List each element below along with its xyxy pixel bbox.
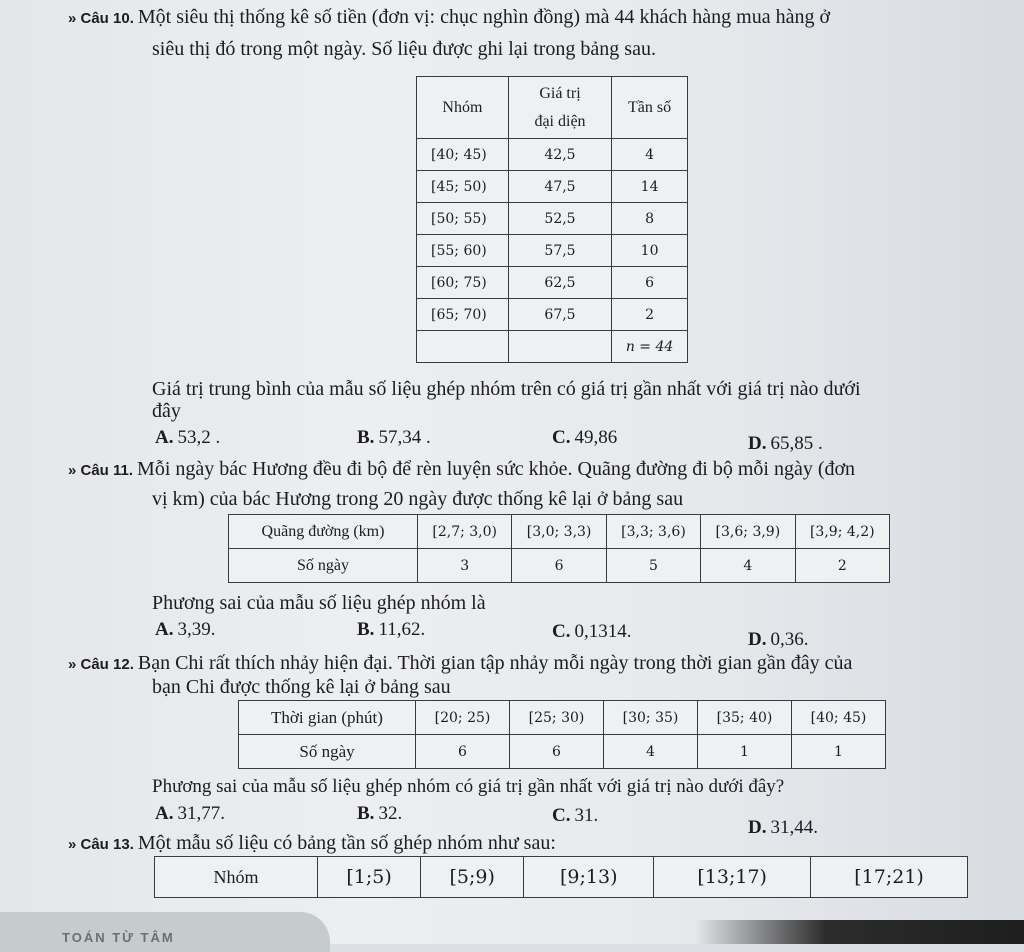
page-footer-banner [0, 912, 330, 952]
q10-header-group: Nhóm [417, 77, 509, 139]
q10-value-cell: 52,5 [508, 203, 611, 235]
q10-frequency-cell: 8 [612, 203, 688, 235]
table-row [239, 735, 886, 769]
q10-header-value-line2: đại diện [534, 112, 586, 130]
q13-frequency-table [154, 856, 968, 898]
question-11-ask: Phương sai của mẫu số liệu ghép nhóm là [152, 592, 486, 614]
q10-frequency-cell: 10 [612, 235, 688, 267]
question-10-heading [68, 4, 830, 32]
option-value: 31. [574, 805, 599, 826]
table-row [417, 267, 688, 299]
q10-option-c[interactable] [552, 426, 617, 450]
question-12-ask: Phương sai của mẫu số liệu ghép nhóm có giá trị gần nhất với giá trị nào dưới đây? [152, 776, 785, 797]
q10-frequency-cell: 2 [612, 299, 688, 331]
option-key: B. [357, 619, 375, 640]
q10-total-empty-cell [508, 331, 611, 363]
q10-frequency-cell: 14 [612, 171, 688, 203]
option-key: D. [748, 629, 767, 650]
q12-count-cell: 1 [792, 735, 886, 769]
option-value: 3,39. [177, 619, 216, 640]
q11-count-cell: 4 [701, 549, 795, 583]
q12-group-cell: [20; 25) [416, 701, 510, 735]
q13-group-cell: [9;13) [524, 857, 654, 898]
q10-group-cell: [40; 45) [417, 139, 509, 171]
table-row [417, 235, 688, 267]
q10-group-cell: [50; 55) [417, 203, 509, 235]
option-value: 57,34 . [378, 427, 431, 448]
question-10-line2: siêu thị đó trong một ngày. Số liệu được ghi lại trong bảng sau. [152, 38, 656, 60]
q10-value-cell: 47,5 [508, 171, 611, 203]
option-key: C. [552, 805, 571, 826]
question-10-tag: » Câu 10. [68, 10, 134, 27]
q12-option-d[interactable] [748, 816, 818, 840]
q10-group-cell: [55; 60) [417, 235, 509, 267]
table-row [239, 701, 886, 735]
option-key: D. [748, 433, 767, 454]
table-row [417, 139, 688, 171]
q11-header-distance: Quãng đường (km) [229, 515, 418, 549]
q12-header-days: Số ngày [239, 735, 416, 769]
option-key: A. [155, 619, 174, 640]
option-key: C. [552, 621, 571, 642]
q10-total-cell: n = 44 [612, 331, 688, 363]
option-key: D. [748, 817, 767, 838]
q10-frequency-cell: 4 [612, 139, 688, 171]
question-10-line1: Một siêu thị thống kê số tiền (đơn vị: chục nghìn đồng) mà 44 khách hàng mua hàng ở [137, 6, 831, 28]
option-key: A. [155, 427, 174, 448]
q11-count-cell: 2 [795, 549, 889, 583]
table-row [417, 171, 688, 203]
q11-option-a[interactable] [155, 618, 215, 642]
option-value: 31,44. [770, 817, 818, 838]
q11-option-c[interactable] [552, 620, 631, 644]
q10-group-cell: [45; 50) [417, 171, 509, 203]
q12-group-cell: [25; 30) [510, 701, 604, 735]
table-row [417, 203, 688, 235]
question-13-heading [68, 830, 556, 858]
q11-count-cell: 5 [606, 549, 700, 583]
q12-header-time: Thời gian (phút) [239, 701, 416, 735]
option-value: 0,36. [770, 629, 809, 650]
q10-value-cell: 67,5 [508, 299, 611, 331]
q12-frequency-table [238, 700, 886, 769]
q10-header-value [508, 77, 611, 139]
q10-option-a[interactable] [155, 426, 220, 450]
question-11-tag: » Câu 11. [68, 462, 134, 479]
question-11-heading [68, 456, 855, 484]
question-11-line2: vị km) của bác Hương trong 20 ngày được thống kê lại ở bảng sau [152, 488, 684, 510]
question-12-tag: » Câu 12. [68, 656, 134, 673]
q13-group-cell: [17;21) [811, 857, 968, 898]
q12-count-cell: 6 [510, 735, 604, 769]
question-10-ask-line2: đây [152, 400, 181, 422]
q11-count-cell: 3 [418, 549, 512, 583]
q11-header-days: Số ngày [229, 549, 418, 583]
option-value: 32. [378, 803, 403, 824]
q10-group-cell: [65; 70) [417, 299, 509, 331]
table-row [229, 549, 890, 583]
q12-group-cell: [30; 35) [604, 701, 698, 735]
q12-count-cell: 1 [698, 735, 792, 769]
option-value: 49,86 [574, 427, 618, 448]
q11-group-cell: [3,9; 4,2) [795, 515, 889, 549]
q10-option-b[interactable] [357, 426, 431, 450]
q10-value-cell: 62,5 [508, 267, 611, 299]
q10-option-d[interactable] [748, 432, 823, 456]
option-value: 65,85 . [770, 433, 823, 454]
question-12-line2: bạn Chi được thống kê lại ở bảng sau [152, 676, 451, 698]
photo-shadow [694, 920, 1024, 944]
option-value: 11,62. [378, 619, 426, 640]
q11-frequency-table [228, 514, 890, 583]
question-10-ask-line1: Giá trị trung bình của mẫu số liệu ghép nhóm trên có giá trị gần nhất với giá trị nào dưới [152, 378, 861, 400]
q10-header-value-line1: Giá trị [539, 84, 581, 102]
q12-group-cell: [35; 40) [698, 701, 792, 735]
table-row [417, 331, 688, 363]
q10-header-frequency: Tần số [612, 77, 688, 139]
option-key: C. [552, 427, 571, 448]
option-key: B. [357, 427, 375, 448]
option-value: 31,77. [177, 803, 225, 824]
footer-brand-text: TOÁN TỪ TÂM [62, 930, 175, 945]
option-value: 0,1314. [574, 621, 632, 642]
q13-header-group: Nhóm [155, 857, 318, 898]
q10-frequency-cell: 6 [612, 267, 688, 299]
q12-option-b[interactable] [357, 802, 402, 826]
q11-count-cell: 6 [512, 549, 606, 583]
question-13-line1: Một mẫu số liệu có bảng tần số ghép nhóm như sau: [137, 832, 556, 854]
question-12-line1: Bạn Chi rất thích nhảy hiện đại. Thời gian tập nhảy mỗi ngày trong thời gian gần đây của [137, 652, 853, 674]
q11-group-cell: [3,0; 3,3) [512, 515, 606, 549]
option-key: B. [357, 803, 375, 824]
q10-frequency-table [416, 76, 688, 363]
q11-group-cell: [3,3; 3,6) [606, 515, 700, 549]
q12-option-a[interactable] [155, 802, 225, 826]
q13-group-cell: [5;9) [421, 857, 524, 898]
q11-group-cell: [2,7; 3,0) [418, 515, 512, 549]
q12-option-c[interactable] [552, 804, 598, 828]
option-value: 53,2 . [177, 427, 221, 448]
q12-count-cell: 4 [604, 735, 698, 769]
question-11-line1: Mỗi ngày bác Hương đều đi bộ để rèn luyện sức khỏe. Quãng đường đi bộ mỗi ngày (đơn [137, 458, 856, 480]
q10-group-cell: [60; 75) [417, 267, 509, 299]
q10-value-cell: 42,5 [508, 139, 611, 171]
question-13-tag: » Câu 13. [68, 836, 134, 853]
option-key: A. [155, 803, 174, 824]
q12-count-cell: 6 [416, 735, 510, 769]
q13-group-cell: [13;17) [654, 857, 811, 898]
table-row [229, 515, 890, 549]
q11-option-b[interactable] [357, 618, 425, 642]
q11-group-cell: [3,6; 3,9) [701, 515, 795, 549]
q10-total-empty-cell [417, 331, 509, 363]
table-row [155, 857, 968, 898]
q11-option-d[interactable] [748, 628, 808, 652]
q13-group-cell: [1;5) [318, 857, 421, 898]
q10-value-cell: 57,5 [508, 235, 611, 267]
q12-group-cell: [40; 45) [792, 701, 886, 735]
table-row [417, 299, 688, 331]
